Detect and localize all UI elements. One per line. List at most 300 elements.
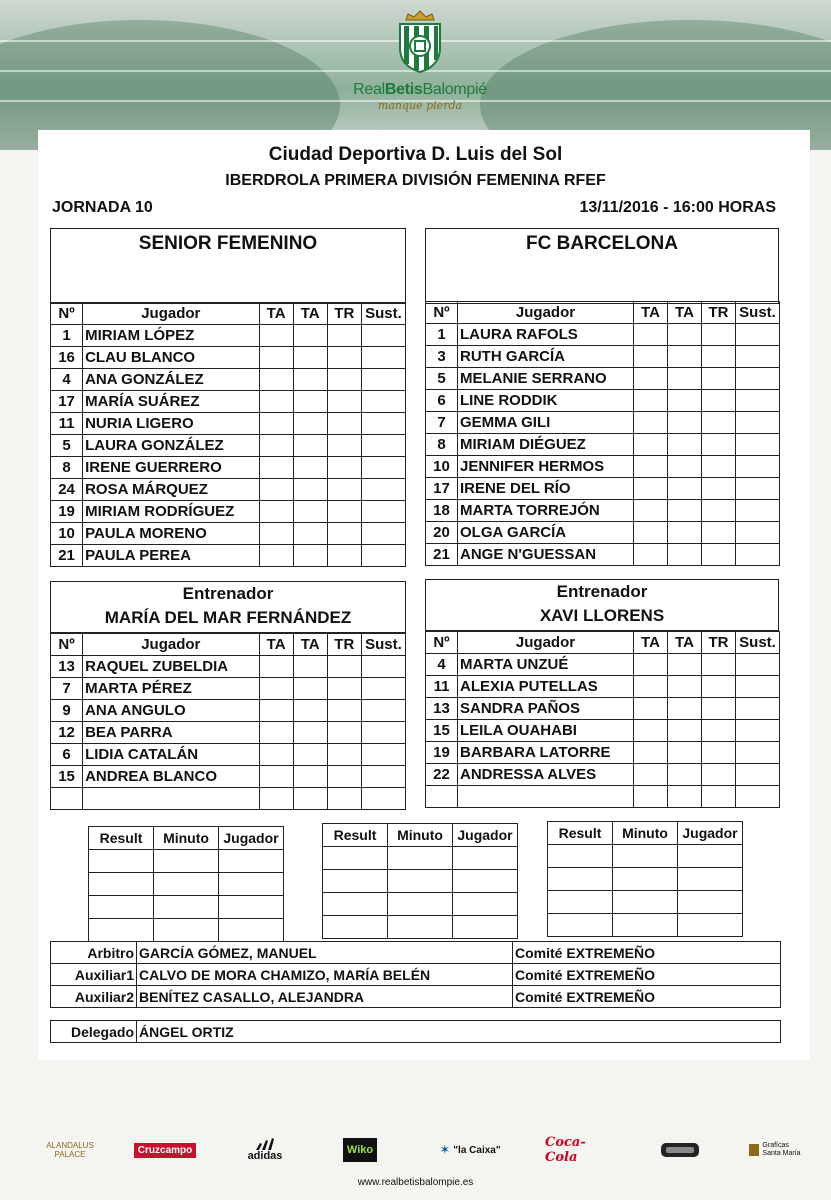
number-header: Nº <box>51 634 83 656</box>
results-header-row <box>323 824 518 847</box>
player-row <box>51 766 406 788</box>
away-team-name: FC BARCELONA <box>526 233 678 254</box>
player-row <box>426 698 780 720</box>
club-logo <box>330 8 510 120</box>
scorer-header: Jugador <box>678 822 743 845</box>
second-yellow-cell <box>293 766 327 788</box>
substitution-cell <box>361 479 405 501</box>
substitution-cell <box>361 678 405 700</box>
red-card-cell <box>702 764 736 786</box>
sponsor-santamaria <box>745 1135 805 1165</box>
official-name: GARCÍA GÓMEZ, MANUEL <box>137 942 513 964</box>
second-yellow-cell <box>293 545 327 567</box>
player-number: 6 <box>51 744 83 766</box>
substitution-cell <box>361 325 405 347</box>
sponsor-cruzcampo-label: Cruzcampo <box>134 1143 196 1158</box>
second-yellow-cell <box>293 369 327 391</box>
results-header-row <box>548 822 743 845</box>
home-coach-box <box>50 581 406 633</box>
results-row <box>89 919 284 942</box>
player-number: 1 <box>426 324 458 346</box>
substitution-cell <box>736 544 780 566</box>
official-name: BENÍTEZ CASALLO, ALEJANDRA <box>137 986 513 1008</box>
red-card-cell <box>702 368 736 390</box>
red-card-cell <box>327 413 361 435</box>
red-card-header: TR <box>327 303 361 325</box>
substitution-cell <box>736 500 780 522</box>
home-team-name: SENIOR FEMENINO <box>138 233 318 254</box>
sponsor-cocacola <box>545 1135 615 1165</box>
second-yellow-header: TA <box>668 302 702 324</box>
player-name: SANDRA PAÑOS <box>458 698 634 720</box>
player-row <box>51 325 406 347</box>
red-card-cell <box>327 523 361 545</box>
player-name: IRENE DEL RÍO <box>458 478 634 500</box>
result-header: Result <box>323 824 388 847</box>
player-header: Jugador <box>83 634 259 656</box>
official-committee: Comité EXTREMEÑO <box>513 942 781 964</box>
sponsor-cruzcampo <box>135 1135 195 1165</box>
scorer-cell <box>678 845 743 868</box>
results-table-2 <box>322 823 518 939</box>
player-name: MARÍA SUÁREZ <box>83 391 259 413</box>
player-number: 7 <box>426 412 458 434</box>
player-number: 11 <box>426 676 458 698</box>
player-number: 9 <box>51 700 83 722</box>
player-header: Jugador <box>83 303 259 325</box>
player-row <box>426 368 780 390</box>
result-cell <box>323 870 388 893</box>
yellow-card-cell <box>634 434 668 456</box>
scorer-cell <box>453 870 518 893</box>
red-card-cell <box>327 722 361 744</box>
footer-url: www.realbetisbalompie.es <box>357 1177 474 1188</box>
second-yellow-cell <box>293 479 327 501</box>
result-cell <box>548 868 613 891</box>
player-number: 5 <box>426 368 458 390</box>
minute-cell <box>154 873 219 896</box>
red-card-cell <box>327 479 361 501</box>
result-cell <box>548 891 613 914</box>
sponsor-alandalus-line2: PALACE <box>54 1150 86 1159</box>
player-number: 15 <box>426 720 458 742</box>
result-cell <box>548 845 613 868</box>
yellow-card-cell <box>634 324 668 346</box>
result-cell <box>323 893 388 916</box>
lineup-header-row <box>51 303 406 325</box>
player-number: 10 <box>51 523 83 545</box>
scorer-cell <box>678 868 743 891</box>
yellow-card-header: TA <box>259 634 293 656</box>
sponsor-alandalus-line1: ALANDALUS <box>46 1141 94 1150</box>
player-row <box>51 545 406 567</box>
minute-header: Minuto <box>154 827 219 850</box>
second-yellow-cell <box>293 788 327 810</box>
red-card-cell <box>702 698 736 720</box>
player-row <box>426 742 780 764</box>
club-motto: manque pierda <box>377 99 463 112</box>
second-yellow-cell <box>293 325 327 347</box>
player-number: 7 <box>51 678 83 700</box>
substitution-cell <box>736 324 780 346</box>
player-number: 19 <box>426 742 458 764</box>
player-header: Jugador <box>458 632 634 654</box>
minute-header: Minuto <box>613 822 678 845</box>
sponsor-wiko <box>340 1135 380 1165</box>
second-yellow-cell <box>668 478 702 500</box>
yellow-card-cell <box>259 435 293 457</box>
lineup-header-row <box>51 634 406 656</box>
player-number: 22 <box>426 764 458 786</box>
red-card-cell <box>702 742 736 764</box>
substitution-cell <box>361 722 405 744</box>
sponsor-santamaria-line2: Santa María <box>762 1150 801 1157</box>
minute-cell <box>388 847 453 870</box>
yellow-card-cell <box>259 744 293 766</box>
substitution-cell <box>361 523 405 545</box>
yellow-card-cell <box>259 788 293 810</box>
results-row <box>548 891 743 914</box>
away-coach-label: Entrenador <box>556 582 648 601</box>
yellow-card-cell <box>634 764 668 786</box>
red-card-header: TR <box>702 302 736 324</box>
red-card-cell <box>327 678 361 700</box>
results-row <box>323 847 518 870</box>
red-card-cell <box>327 435 361 457</box>
away-subs-table <box>425 631 780 808</box>
player-name: MELANIE SERRANO <box>458 368 634 390</box>
away-starters-table <box>425 301 780 566</box>
player-name: MIRIAM DIÉGUEZ <box>458 434 634 456</box>
scorer-cell <box>678 914 743 937</box>
number-header: Nº <box>426 302 458 324</box>
player-number: 4 <box>426 654 458 676</box>
player-name: LEILA OUAHABI <box>458 720 634 742</box>
second-yellow-cell <box>293 413 327 435</box>
scorer-cell <box>219 919 284 942</box>
player-number: 21 <box>426 544 458 566</box>
player-name: LIDIA CATALÁN <box>83 744 259 766</box>
substitution-cell <box>361 413 405 435</box>
substitution-cell <box>736 764 780 786</box>
substitution-cell <box>736 720 780 742</box>
second-yellow-cell <box>668 500 702 522</box>
red-card-cell <box>702 434 736 456</box>
player-number: 12 <box>51 722 83 744</box>
result-cell <box>89 873 154 896</box>
yellow-card-cell <box>259 545 293 567</box>
second-yellow-cell <box>293 347 327 369</box>
substitution-cell <box>361 700 405 722</box>
minute-header: Minuto <box>388 824 453 847</box>
results-row <box>323 870 518 893</box>
player-row <box>51 391 406 413</box>
player-number: 13 <box>426 698 458 720</box>
player-name: ALEXIA PUTELLAS <box>458 676 634 698</box>
red-card-cell <box>702 346 736 368</box>
second-yellow-cell <box>293 501 327 523</box>
red-card-cell <box>702 456 736 478</box>
yellow-card-header: TA <box>634 302 668 324</box>
player-row <box>426 720 780 742</box>
red-card-cell <box>702 390 736 412</box>
substitution-cell <box>361 766 405 788</box>
result-cell <box>89 896 154 919</box>
yellow-card-cell <box>259 347 293 369</box>
home-coach-name: MARÍA DEL MAR FERNÁNDEZ <box>104 608 352 627</box>
player-name: LINE RODDIK <box>458 390 634 412</box>
player-row <box>426 434 780 456</box>
official-committee: Comité EXTREMEÑO <box>513 986 781 1008</box>
yellow-card-cell <box>634 478 668 500</box>
yellow-card-cell <box>634 742 668 764</box>
player-row <box>51 744 406 766</box>
player-row <box>51 435 406 457</box>
player-row <box>426 522 780 544</box>
player-row <box>51 457 406 479</box>
player-row <box>51 501 406 523</box>
official-row <box>51 942 781 964</box>
yellow-card-cell <box>634 698 668 720</box>
player-row <box>426 478 780 500</box>
substitution-header: Sust. <box>361 303 405 325</box>
player-header: Jugador <box>458 302 634 324</box>
substitution-cell <box>361 501 405 523</box>
official-role: Arbitro <box>51 942 137 964</box>
player-row <box>51 788 406 810</box>
player-row <box>426 412 780 434</box>
red-card-cell <box>327 545 361 567</box>
second-yellow-cell <box>668 742 702 764</box>
official-role: Auxiliar1 <box>51 964 137 986</box>
yellow-card-cell <box>259 678 293 700</box>
substitution-cell <box>361 435 405 457</box>
player-name: RUTH GARCÍA <box>458 346 634 368</box>
sponsor-adidas-label: adidas <box>247 1150 283 1162</box>
player-row <box>51 700 406 722</box>
yellow-card-cell <box>259 523 293 545</box>
sponsor-santamaria-text <box>762 1142 800 1158</box>
match-datetime: 13/11/2016 - 16:00 HORAS <box>579 199 776 216</box>
player-number: 19 <box>51 501 83 523</box>
result-cell <box>89 850 154 873</box>
results-row <box>89 850 284 873</box>
yellow-card-cell <box>634 456 668 478</box>
second-yellow-cell <box>293 744 327 766</box>
substitution-cell <box>736 698 780 720</box>
substitution-header: Sust. <box>736 632 780 654</box>
substitution-cell <box>736 786 780 808</box>
second-yellow-cell <box>668 522 702 544</box>
results-row <box>548 845 743 868</box>
result-header: Result <box>89 827 154 850</box>
player-name: JENNIFER HERMOS <box>458 456 634 478</box>
substitution-cell <box>736 412 780 434</box>
yellow-card-cell <box>259 656 293 678</box>
yellow-card-cell <box>259 325 293 347</box>
substitution-cell <box>736 742 780 764</box>
yellow-card-cell <box>634 676 668 698</box>
official-committee: Comité EXTREMEÑO <box>513 964 781 986</box>
substitution-cell <box>736 368 780 390</box>
player-name: ANDRESSA ALVES <box>458 764 634 786</box>
player-number: 4 <box>51 369 83 391</box>
number-header: Nº <box>426 632 458 654</box>
sponsor-lacaixa <box>425 1135 515 1165</box>
yellow-card-cell <box>634 412 668 434</box>
second-yellow-header: TA <box>668 632 702 654</box>
minute-cell <box>154 850 219 873</box>
red-card-cell <box>327 656 361 678</box>
jornada-label: JORNADA 10 <box>52 199 153 216</box>
adidas-stripes-icon <box>254 1138 276 1150</box>
player-row <box>51 656 406 678</box>
second-yellow-header: TA <box>293 303 327 325</box>
second-yellow-cell <box>668 786 702 808</box>
result-header: Result <box>548 822 613 845</box>
yellow-card-header: TA <box>259 303 293 325</box>
player-name: ROSA MÁRQUEZ <box>83 479 259 501</box>
player-number: 10 <box>426 456 458 478</box>
red-card-cell <box>327 766 361 788</box>
sponsor-emblem <box>655 1135 705 1165</box>
red-card-cell <box>702 478 736 500</box>
player-row <box>51 347 406 369</box>
club-crest-icon <box>392 8 448 74</box>
second-yellow-cell <box>293 700 327 722</box>
sponsor-alandalus <box>30 1135 110 1165</box>
substitution-cell <box>736 654 780 676</box>
yellow-card-cell <box>259 391 293 413</box>
second-yellow-cell <box>668 676 702 698</box>
second-yellow-cell <box>668 368 702 390</box>
player-number: 21 <box>51 545 83 567</box>
red-card-cell <box>702 412 736 434</box>
results-header-row <box>89 827 284 850</box>
red-card-cell <box>327 347 361 369</box>
delegate-name: ÁNGEL ORTIZ <box>137 1021 781 1043</box>
player-name: IRENE GUERRERO <box>83 457 259 479</box>
away-coach-name: XAVI LLORENS <box>539 606 665 625</box>
second-yellow-cell <box>293 523 327 545</box>
second-yellow-cell <box>668 346 702 368</box>
results-row <box>323 893 518 916</box>
second-yellow-header: TA <box>293 634 327 656</box>
results-row <box>323 916 518 939</box>
official-row <box>51 964 781 986</box>
yellow-card-cell <box>634 390 668 412</box>
club-name: RealBetisBalompié <box>353 81 487 98</box>
second-yellow-cell <box>668 456 702 478</box>
number-header: Nº <box>51 303 83 325</box>
player-row <box>426 654 780 676</box>
player-name: ANDREA BLANCO <box>83 766 259 788</box>
player-name: MIRIAM LÓPEZ <box>83 325 259 347</box>
minute-cell <box>388 893 453 916</box>
second-yellow-cell <box>668 720 702 742</box>
player-number: 15 <box>51 766 83 788</box>
player-name <box>458 786 634 808</box>
sponsor-wiko-label: Wiko <box>343 1138 377 1162</box>
player-name: BARBARA LATORRE <box>458 742 634 764</box>
scorer-cell <box>219 896 284 919</box>
red-card-cell <box>327 391 361 413</box>
stadium-banner <box>0 0 831 150</box>
player-name: PAULA PEREA <box>83 545 259 567</box>
official-role: Auxiliar2 <box>51 986 137 1008</box>
red-card-cell <box>702 522 736 544</box>
scorer-cell <box>219 850 284 873</box>
red-card-cell <box>702 544 736 566</box>
away-coach-box <box>425 579 779 631</box>
substitution-cell <box>736 390 780 412</box>
substitution-cell <box>736 456 780 478</box>
minute-cell <box>613 845 678 868</box>
substitution-cell <box>736 676 780 698</box>
red-card-cell <box>327 325 361 347</box>
yellow-card-cell <box>259 700 293 722</box>
red-card-cell <box>702 786 736 808</box>
substitution-cell <box>361 744 405 766</box>
second-yellow-cell <box>293 435 327 457</box>
sponsors-strip <box>0 1135 831 1170</box>
player-name: MARTA PÉREZ <box>83 678 259 700</box>
player-name: ANA ANGULO <box>83 700 259 722</box>
substitution-cell <box>736 434 780 456</box>
substitution-cell <box>361 347 405 369</box>
red-card-cell <box>702 654 736 676</box>
player-number: 6 <box>426 390 458 412</box>
player-number <box>51 788 83 810</box>
player-name: LAURA RAFOLS <box>458 324 634 346</box>
sponsor-cocacola-label: Coca-Cola <box>545 1135 586 1165</box>
scorer-cell <box>219 873 284 896</box>
player-name: ANA GONZÁLEZ <box>83 369 259 391</box>
player-row <box>51 413 406 435</box>
results-row <box>89 896 284 919</box>
player-name: OLGA GARCÍA <box>458 522 634 544</box>
lineup-header-row <box>426 302 780 324</box>
player-name: MARTA UNZUÉ <box>458 654 634 676</box>
second-yellow-cell <box>668 764 702 786</box>
red-card-cell <box>327 501 361 523</box>
sponsor-emblem-icon <box>660 1142 700 1158</box>
red-card-cell <box>702 676 736 698</box>
player-name: NURIA LIGERO <box>83 413 259 435</box>
player-row <box>51 479 406 501</box>
player-row <box>426 500 780 522</box>
red-card-cell <box>702 720 736 742</box>
second-yellow-cell <box>293 457 327 479</box>
minute-cell <box>613 891 678 914</box>
yellow-card-cell <box>259 501 293 523</box>
venue-title: Ciudad Deportiva D. Luis del Sol <box>268 144 563 165</box>
red-card-cell <box>327 744 361 766</box>
player-number: 5 <box>51 435 83 457</box>
minute-cell <box>154 896 219 919</box>
yellow-card-cell <box>634 368 668 390</box>
player-name: MIRIAM RODRÍGUEZ <box>83 501 259 523</box>
substitution-header: Sust. <box>361 634 405 656</box>
results-row <box>89 873 284 896</box>
player-number: 17 <box>426 478 458 500</box>
second-yellow-cell <box>668 654 702 676</box>
second-yellow-cell <box>293 656 327 678</box>
player-row <box>426 346 780 368</box>
scorer-header: Jugador <box>453 824 518 847</box>
player-name: ANGE N'GUESSAN <box>458 544 634 566</box>
player-name: LAURA GONZÁLEZ <box>83 435 259 457</box>
